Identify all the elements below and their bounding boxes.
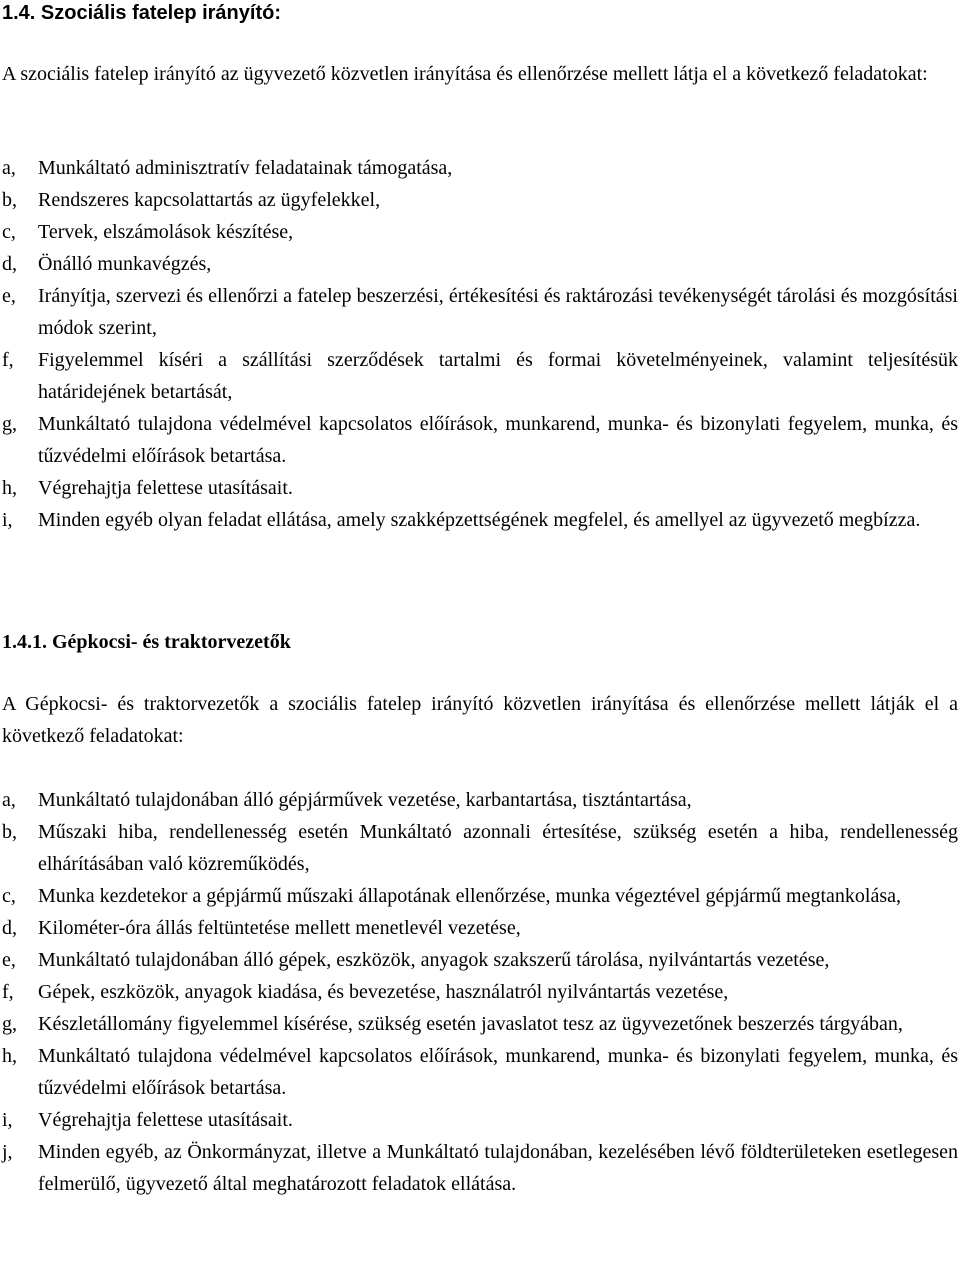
- list-item-marker: a,: [2, 157, 16, 179]
- list-item-text: Minden egyéb, az Önkormányzat, illetve a Munkáltató tulajdonában, kezelésében lévő földterületeken esetlegesen felmerülő, ügyvezető által meghatározott feladatok ellátása.: [38, 1141, 958, 1195]
- list-item: [2, 816, 958, 880]
- subsection-heading: 1.4.1. Gépkocsi- és traktorvezetők: [2, 631, 291, 653]
- list-item: [2, 152, 958, 184]
- list-item-marker: d,: [2, 253, 17, 275]
- list-item-text: Gépek, eszközök, anyagok kiadása, és bevezetése, használatról nyilvántartás vezetése,: [38, 981, 729, 1003]
- list-item: [2, 1008, 958, 1040]
- list-item-marker: e,: [2, 949, 16, 971]
- list-item: [2, 504, 958, 536]
- list-item-marker: b,: [2, 189, 17, 211]
- list-item: [2, 248, 958, 280]
- list-item-marker: j,: [2, 1141, 13, 1163]
- list-item: [2, 912, 958, 944]
- list-item-text: Kilométer-óra állás feltüntetése mellett menetlevél vezetése,: [38, 917, 521, 939]
- list-item-marker: c,: [2, 885, 16, 907]
- list-item-marker: i,: [2, 509, 13, 531]
- list-item-marker: g,: [2, 1013, 17, 1035]
- list-item-text: Rendszeres kapcsolattartás az ügyfelekkel,: [38, 189, 381, 211]
- subsection-intro: A Gépkocsi- és traktorvezetők a szociális fatelep irányító közvetlen irányítása és ellenőrzése mellett látják el a következő feladatokat:: [2, 693, 958, 747]
- list-item-marker: h,: [2, 1045, 17, 1067]
- list-item-text: Irányítja, szervezi és ellenőrzi a fatelep beszerzési, értékesítési és raktározási tevékenységét tárolási és mozgósítási módok szerint,: [38, 285, 958, 339]
- section-intro: A szociális fatelep irányító az ügyvezető közvetlen irányítása és ellenőrzése mellett látja el a következő feladatokat:: [2, 63, 928, 85]
- list-item-text: Munkáltató adminisztratív feladatainak támogatása,: [38, 157, 453, 179]
- list-item: [2, 1104, 958, 1136]
- list-item: [2, 976, 958, 1008]
- list-item-text: Munkáltató tulajdonában álló gépek, eszközök, anyagok szakszerű tárolása, nyilvántartás vezetése,: [38, 949, 830, 971]
- list-item-text: Munkáltató tulajdona védelmével kapcsolatos előírások, munkarend, munka- és bizonylati fegyelem, munka, és tűzvédelmi előírások betartása.: [38, 1045, 958, 1099]
- list-item-marker: b,: [2, 821, 17, 843]
- list-item: [2, 944, 958, 976]
- list-item-marker: f,: [2, 981, 14, 1003]
- list-item-marker: e,: [2, 285, 16, 307]
- list-item-text: Önálló munkavégzés,: [38, 253, 212, 275]
- list-item-text: Figyelemmel kíséri a szállítási szerződések tartalmi és formai követelményeinek, valamint teljesítésük határidejének betartását,: [38, 349, 958, 403]
- list-item-text: Készletállomány figyelemmel kísérése, szükség esetén javaslatot tesz az ügyvezetőnek beszerzés tárgyában,: [38, 1013, 903, 1035]
- driver-task-list: [2, 784, 958, 1200]
- list-item-text: Végrehajtja felettese utasításait.: [38, 477, 293, 499]
- list-item: [2, 880, 958, 912]
- list-item-marker: i,: [2, 1109, 13, 1131]
- list-item-marker: f,: [2, 349, 14, 371]
- list-item: [2, 216, 958, 248]
- list-item: [2, 784, 958, 816]
- list-item-marker: d,: [2, 917, 17, 939]
- list-item: [2, 472, 958, 504]
- list-item: [2, 1040, 958, 1104]
- list-item-marker: a,: [2, 789, 16, 811]
- list-item-text: Végrehajtja felettese utasításait.: [38, 1109, 293, 1131]
- list-item-marker: c,: [2, 221, 16, 243]
- list-item-text: Munkáltató tulajdonában álló gépjárművek vezetése, karbantartása, tisztántartása,: [38, 789, 692, 811]
- list-item: [2, 280, 958, 344]
- task-list: [2, 152, 958, 536]
- list-item-text: Tervek, elszámolások készítése,: [38, 221, 294, 243]
- list-item: [2, 1136, 958, 1200]
- list-item: [2, 344, 958, 408]
- list-item-text: Minden egyéb olyan feladat ellátása, amely szakképzettségének megfelel, és amellyel az ügyvezető megbízza.: [38, 509, 921, 531]
- list-item-text: Műszaki hiba, rendellenesség esetén Munkáltató azonnali értesítése, szükség esetén a hiba, rendellenesség elhárításában való közreműködés,: [38, 821, 958, 875]
- list-item-marker: h,: [2, 477, 17, 499]
- list-item: [2, 184, 958, 216]
- list-item-marker: g,: [2, 413, 17, 435]
- section-heading: 1.4. Szociális fatelep irányító:: [2, 2, 281, 24]
- list-item-text: Munkáltató tulajdona védelmével kapcsolatos előírások, munkarend, munka- és bizonylati fegyelem, munka, és tűzvédelmi előírások betartása.: [38, 413, 958, 467]
- list-item-text: Munka kezdetekor a gépjármű műszaki állapotának ellenőrzése, munka végeztével gépjármű megtankolása,: [38, 885, 901, 907]
- list-item: [2, 408, 958, 472]
